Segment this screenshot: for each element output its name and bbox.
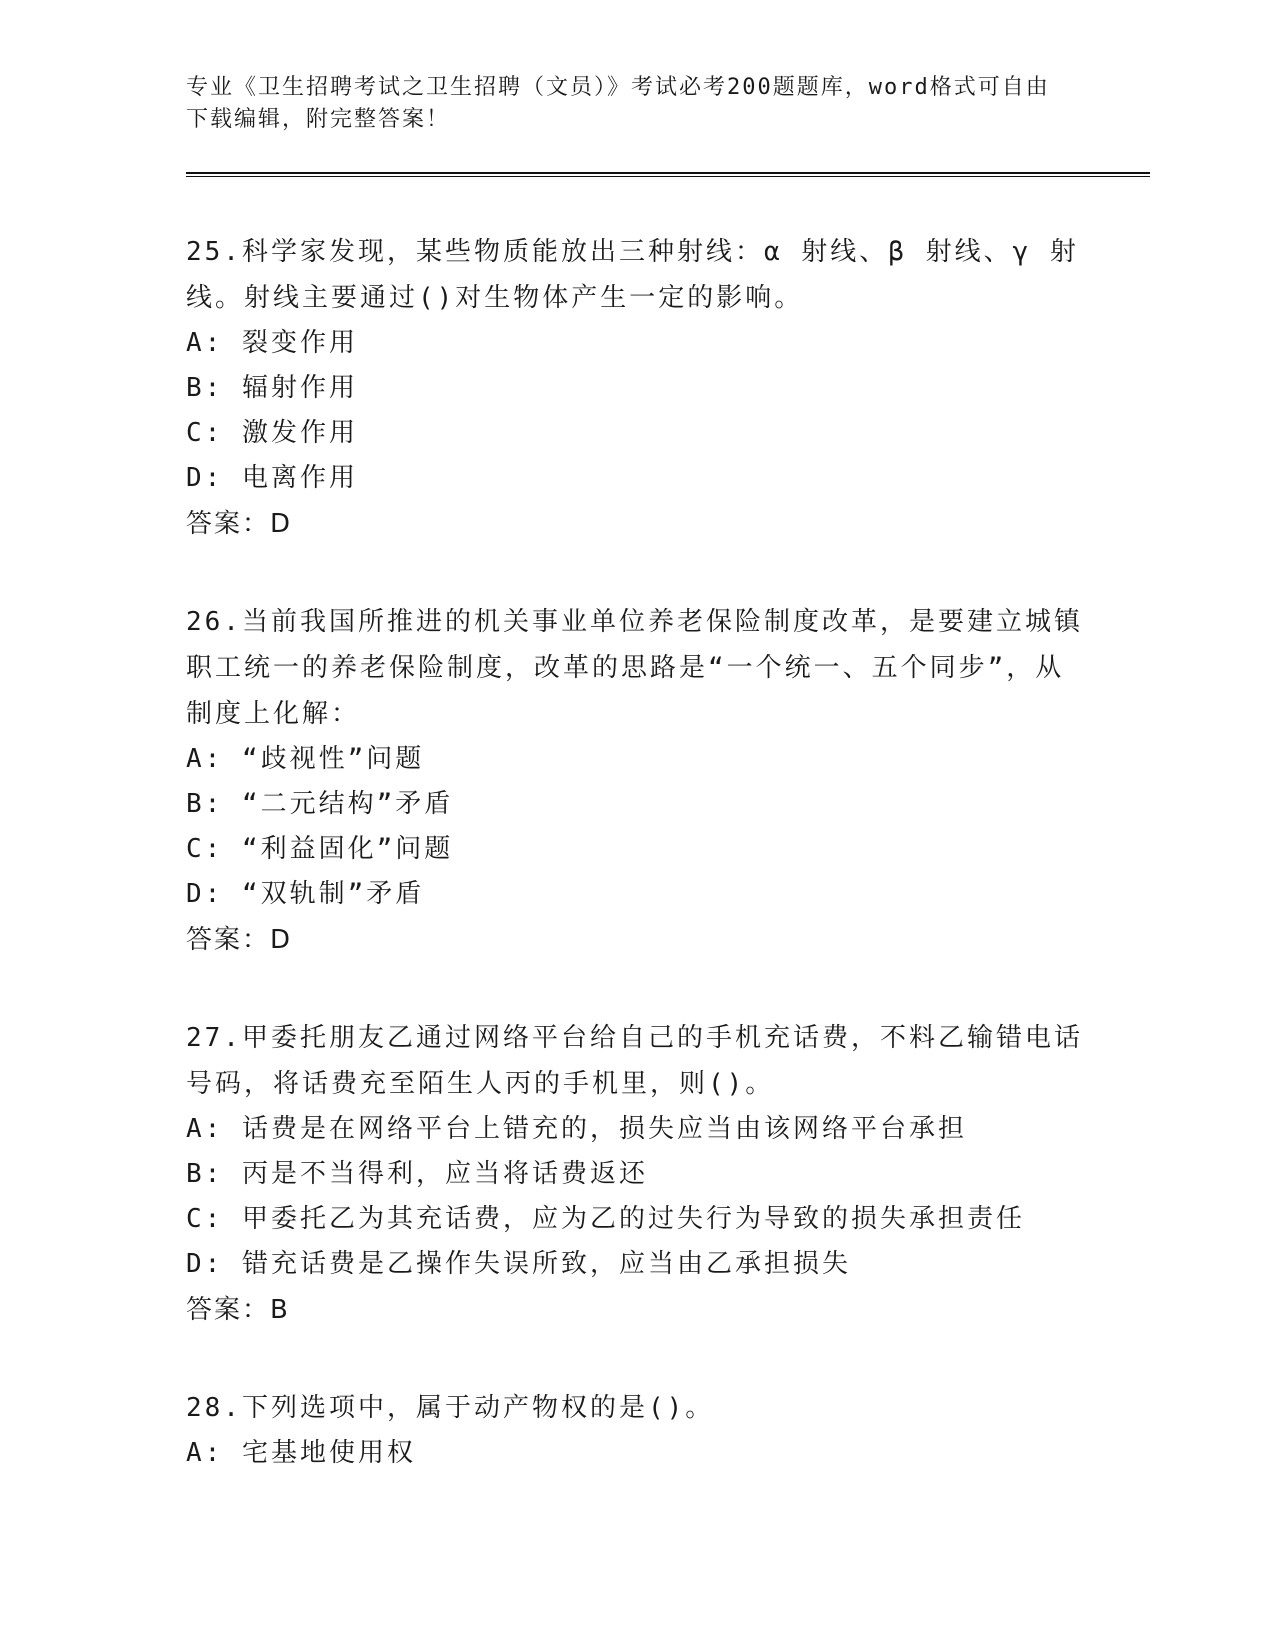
question-stem: 25.科学家发现，某些物质能放出三种射线：α 射线、β 射线、γ 射线。射线主要通过()对生物体产生一定的影响。 [186,237,1079,313]
question-26 [186,599,1150,963]
answer-line: 答案：D [186,925,293,955]
question-28 [186,1385,1150,1476]
option-a: A: 宅基地使用权 [186,1438,416,1468]
option-b: B: 辐射作用 [186,373,358,403]
question-stem: 26.当前我国所推进的机关事业单位养老保险制度改革，是要建立城镇职工统一的养老保险制度，改革的思路是“一个统一、五个同步”，从制度上化解： [186,607,1083,729]
option-a: A: 话费是在网络平台上错充的，损失应当由该网络平台承担 [186,1114,967,1144]
option-b: B: “二元结构”矛盾 [186,789,454,819]
question-27 [186,1015,1150,1333]
header-divider [186,172,1150,177]
answer-line: 答案：D [186,509,293,539]
question-25 [186,229,1150,547]
option-d: D: “双轨制”矛盾 [186,879,425,909]
question-stem: 28.下列选项中，属于动产物权的是()。 [186,1393,715,1423]
option-a: A: 裂变作用 [186,328,358,358]
question-stem: 27.甲委托朋友乙通过网络平台给自己的手机充话费，不料乙输错电话号码，将话费充至陌生人丙的手机里，则()。 [186,1023,1083,1099]
option-b: B: 丙是不当得利，应当将话费返还 [186,1159,648,1189]
option-c: C: “利益固化”问题 [186,834,454,864]
document-page [186,72,1150,1476]
option-d: D: 错充话费是乙操作失误所致，应当由乙承担损失 [186,1249,851,1279]
option-a: A: “歧视性”问题 [186,744,425,774]
option-c: C: 激发作用 [186,418,358,448]
document-header: 专业《卫生招聘考试之卫生招聘（文员）》考试必考200题题库，word格式可自由下载编辑，附完整答案！ [186,75,1050,132]
option-d: D: 电离作用 [186,463,358,493]
answer-line: 答案：B [186,1295,290,1325]
option-c: C: 甲委托乙为其充话费，应为乙的过失行为导致的损失承担责任 [186,1204,1025,1234]
